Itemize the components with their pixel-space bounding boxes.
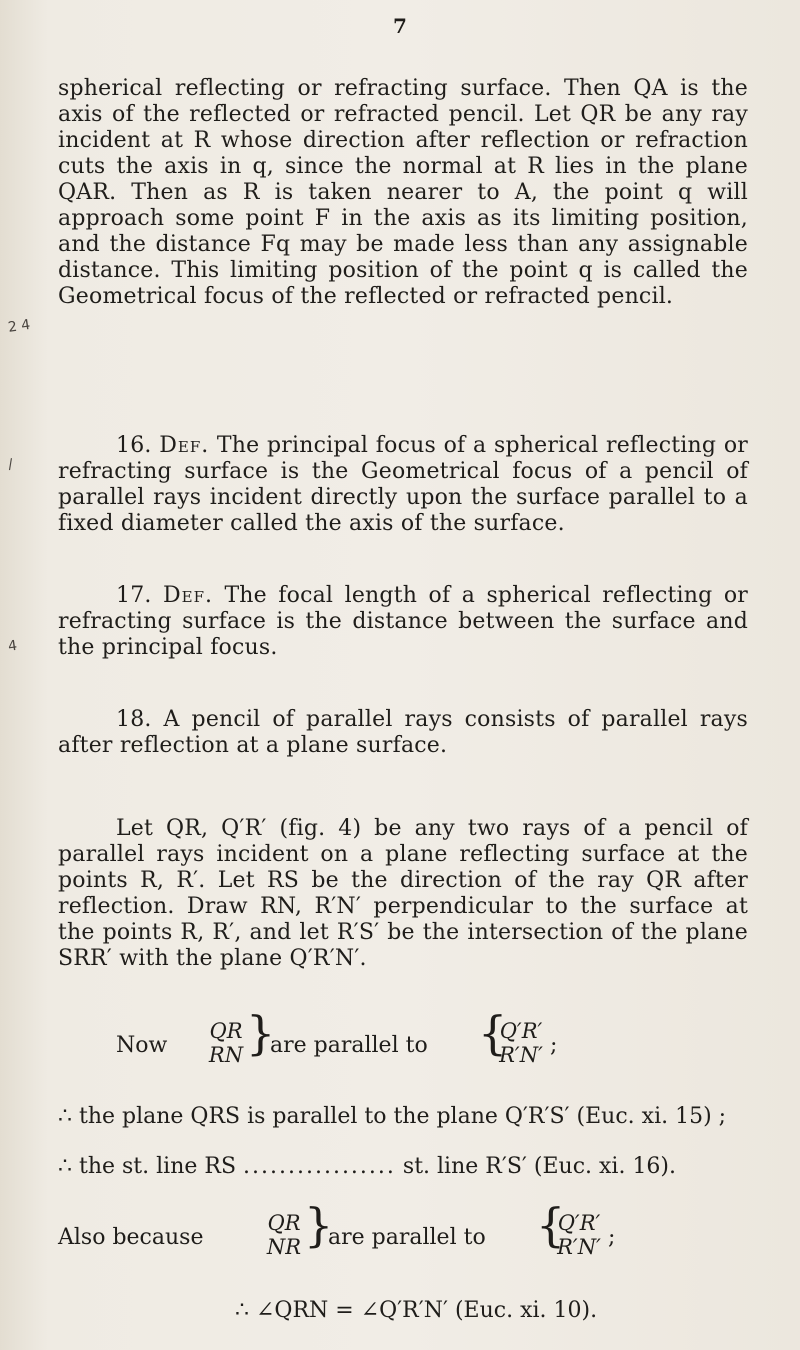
right-brace: } <box>304 1198 334 1252</box>
eq-end: ; <box>550 1033 558 1058</box>
angle-equation: ∴ ∠QRN = ∠Q′R′N′ (Euc. xi. 10). <box>235 1298 598 1323</box>
left-brace: { <box>536 1198 566 1252</box>
eq-stack-left: QR NR <box>266 1211 302 1259</box>
right-brace: } <box>246 1006 276 1060</box>
margin-mark: 4 <box>7 637 19 655</box>
left-brace: { <box>478 1006 508 1060</box>
definition-number: 17. <box>116 583 152 608</box>
proposition-number: 18. <box>116 707 152 732</box>
eq-word: Also because <box>58 1225 204 1250</box>
definition-text: The principal focus of a spherical reflecting or refracting surface is the Geometrical focus of a pencil of parallel rays incident directly upon the surface parallel to a fixed diameter called the axis of the surface. <box>58 433 748 536</box>
definition-16 <box>58 433 748 537</box>
conclusion-line-1: ∴ the plane QRS is parallel to the plane Q′R′S′ (Euc. xi. 15) ; <box>58 1104 727 1129</box>
conclusion-line-2: ∴ the st. line RS ................. st. line R′S′ (Euc. xi. 16). <box>58 1154 677 1179</box>
proposition-18 <box>58 707 748 759</box>
eq-stack-right: Q′R′ R′N′ <box>499 1019 543 1067</box>
eq-end: ; <box>608 1225 616 1250</box>
eq-stack-left: QR RN <box>208 1019 244 1067</box>
definition-label: Def. <box>163 583 214 608</box>
eq-word: Now <box>116 1033 168 1058</box>
margin-annotations <box>0 0 40 1350</box>
definition-text: The focal length of a spherical reflecting or refracting surface is the distance between the surface and the principal focus. <box>58 583 748 660</box>
paragraph-continuation: spherical reflecting or refracting surface. Then QA is the axis of the reflected or refracted pencil. Let QR be any ray incident at R whose direction after reflection or refraction cuts the axis in q, since the normal at R lies in the plane QAR. Then as R is taken nearer to A, the point q will approach some point F in the axis as its limiting position, and the distance Fq may be made less than any assignable distance. This limiting position of the point q is called the Geometrical focus of the reflected or refracted pencil. <box>58 76 748 309</box>
proof-paragraph: Let QR, Q′R′ (fig. 4) be any two rays of a pencil of parallel rays incident on a plane reflecting surface at the points R, R′. Let RS be the direction of the ray QR after reflection. Draw RN, R′N′ perpendicular to the surface at the points R, R′, and let R′S′ be the intersection of the plane SRR′ with the plane Q′R′N′. <box>58 816 748 971</box>
eq-middle: are parallel to <box>270 1033 428 1058</box>
definition-label: Def. <box>159 433 210 458</box>
eq-stack-right: Q′R′ R′N′ <box>557 1211 601 1259</box>
eq-middle: are parallel to <box>328 1225 486 1250</box>
margin-mark: / <box>7 456 14 473</box>
definition-17 <box>58 583 748 661</box>
proposition-text: A pencil of parallel rays consists of parallel rays after reflection at a plane surface. <box>58 707 748 758</box>
page-number: 7 <box>393 14 407 38</box>
margin-mark: 2 4 <box>7 316 32 336</box>
definition-number: 16. <box>116 433 152 458</box>
